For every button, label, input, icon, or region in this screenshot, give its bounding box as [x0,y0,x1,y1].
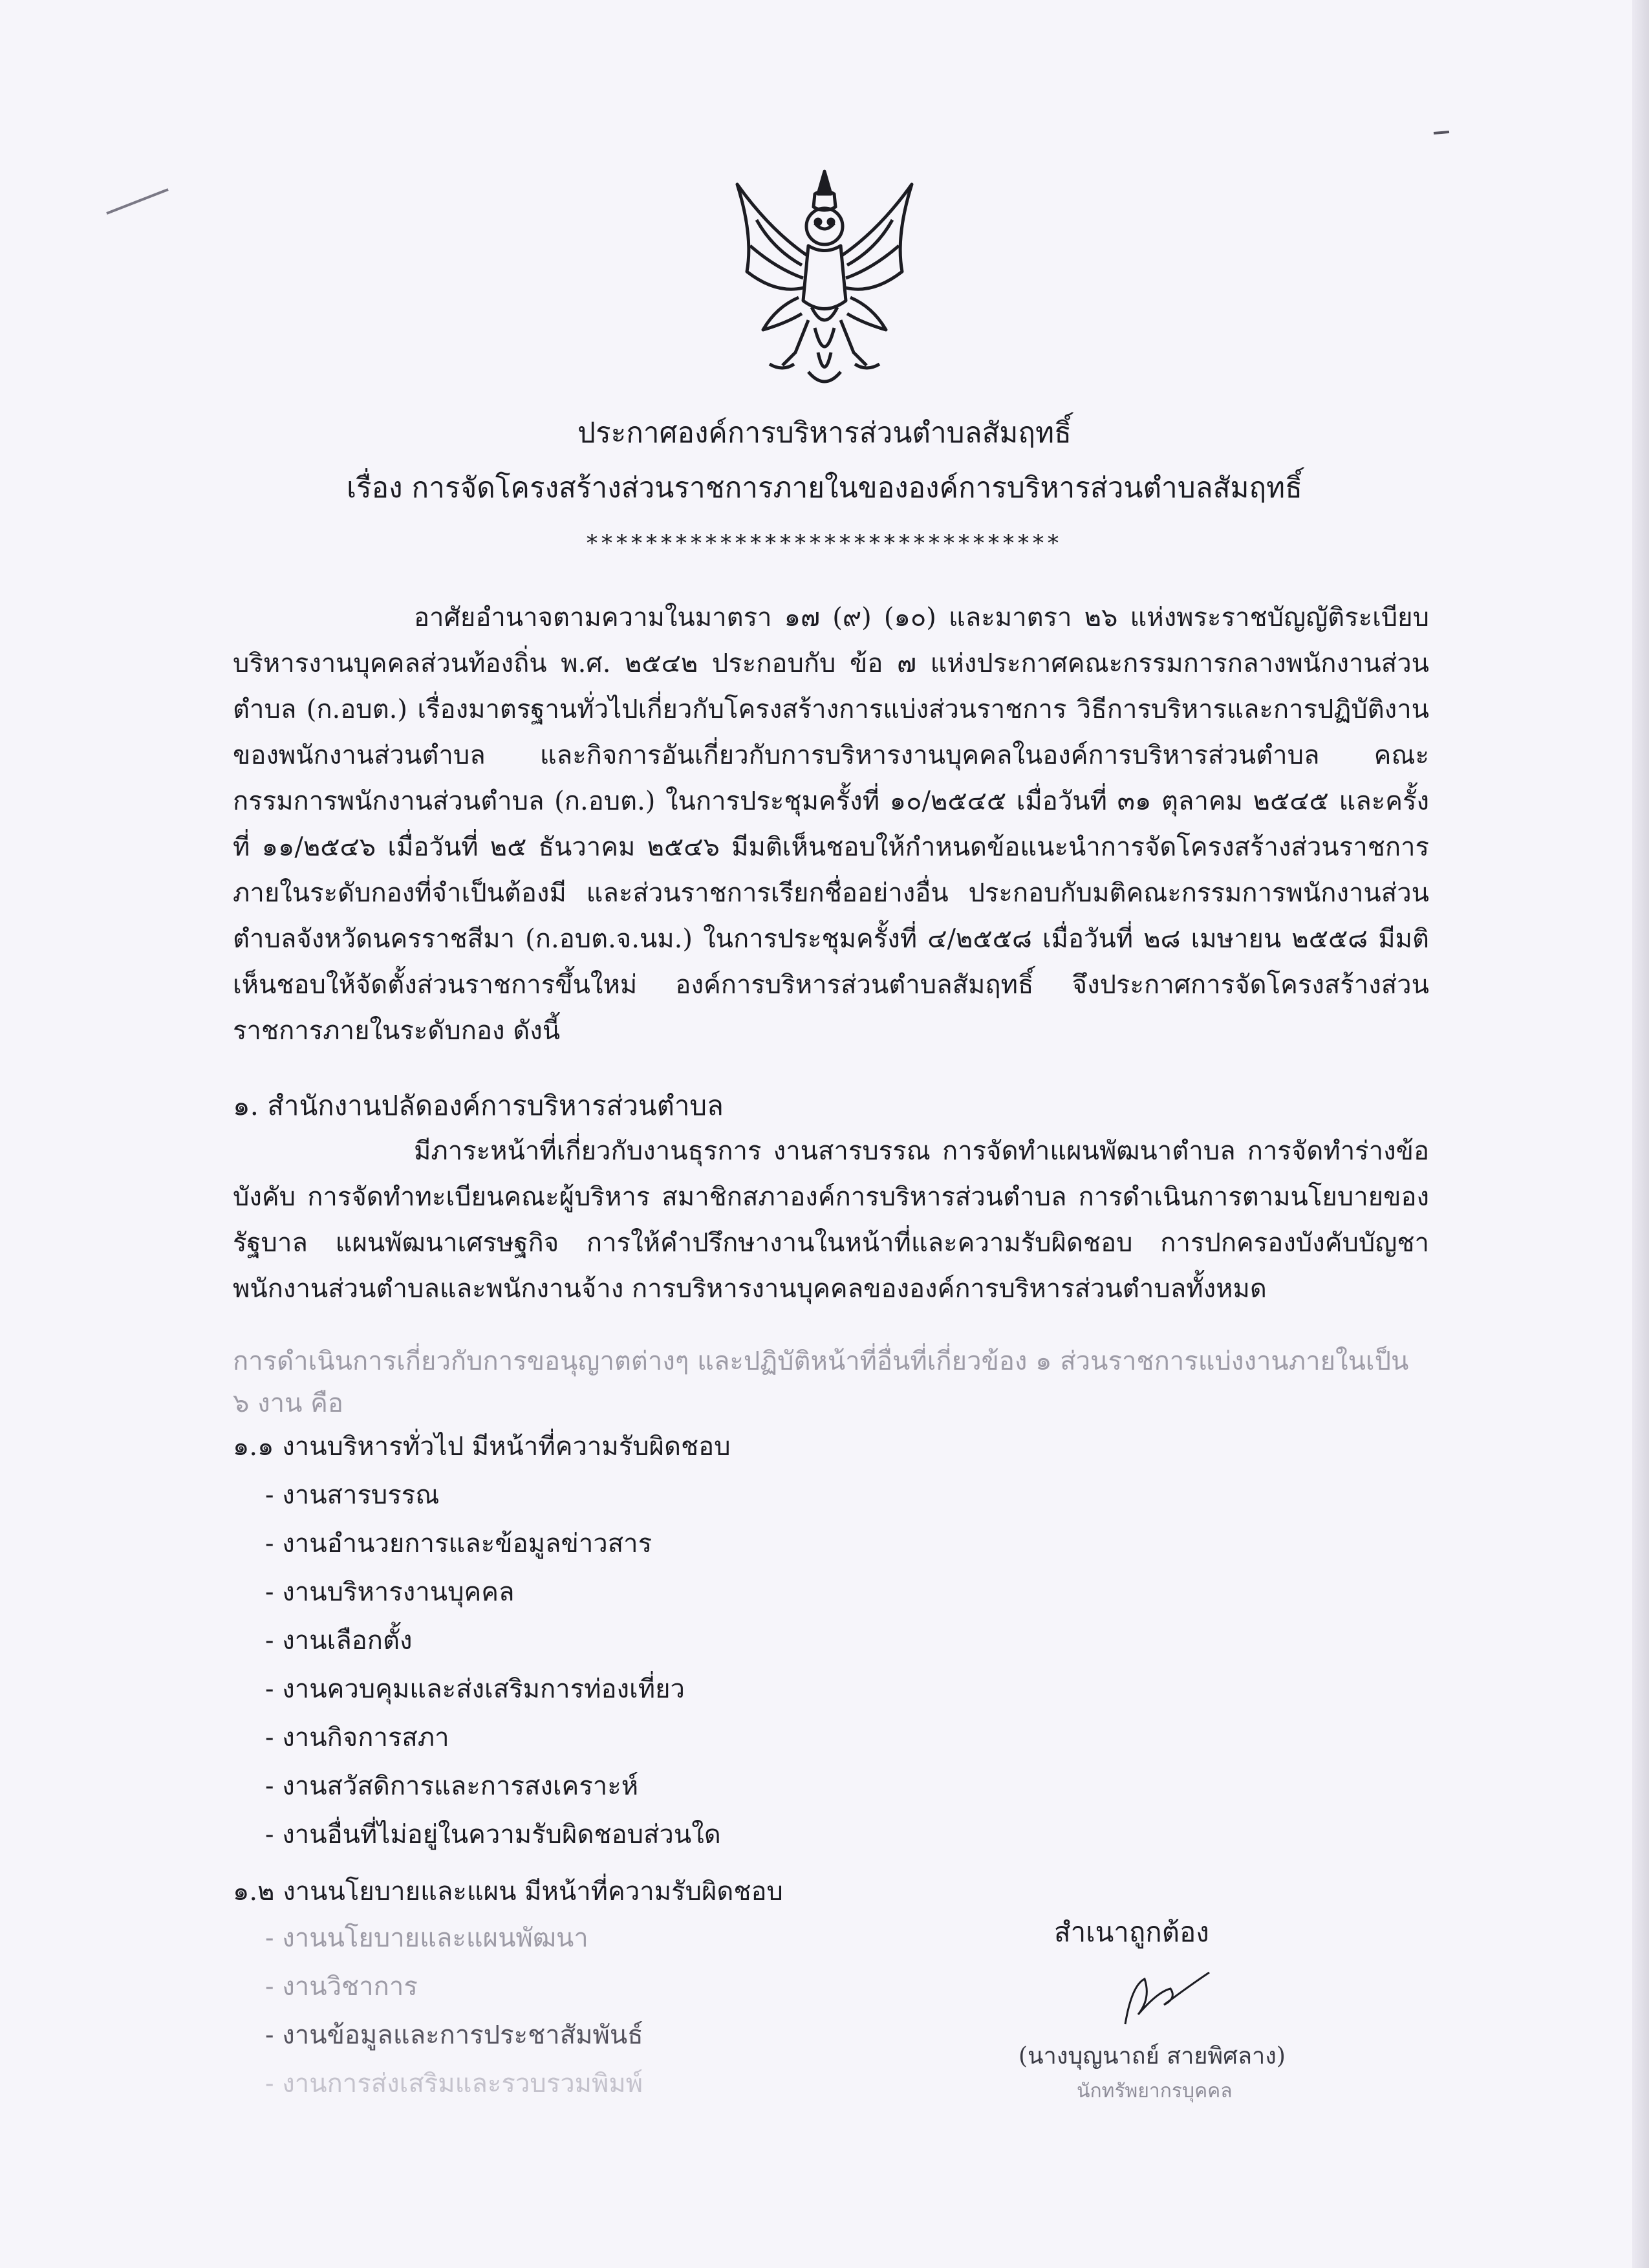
list-item: - งานบริหารงานบุคคล [265,1577,515,1607]
subsection-1-1-list [265,1471,721,1859]
list-item: - งานการส่งเสริมและรวบรวมพิมพ์ [265,2069,643,2099]
announcement-title: ประกาศองค์การบริหารส่วนตำบลสัมฤทธิ์ [577,416,1072,449]
list-item: - งานนโยบายและแผนพัฒนา [265,1923,588,1953]
list-item: - งานวิชาการ [265,1972,418,2002]
garuda-emblem-icon [718,158,931,404]
list-item: - งานอื่นที่ไม่อยู่ในความรับผิดชอบส่วนใด [265,1820,721,1850]
certifier-name: (นางบุญนาถย์ สายพิศลาง) [1018,2043,1286,2069]
signature-icon [1099,1960,1216,2037]
announcement-subject: เรื่อง การจัดโครงสร้างส่วนราชการภายในขององค์การบริหารส่วนตำบลสัมฤทธิ์ [346,471,1303,504]
certifier-position: นักทรัพยากรบุคคล [1077,2080,1233,2102]
pen-mark [103,184,175,217]
list-item: - งานอำนวยการและข้อมูลข่าวสาร [265,1529,652,1559]
section-1-heading: ๑. สำนักงานปลัดองค์การบริหารส่วนตำบล [233,1090,724,1121]
subsection-1-2-heading: ๑.๒ งานนโยบายและแผน มีหน้าที่ความรับผิดชอบ [233,1877,783,1906]
section-1-body: มีภาระหน้าที่เกี่ยวกับงานธุรการ งานสารบรรณ การจัดทำแผนพัฒนาตำบล การจัดทำร่างข้อบังคับ การจัดทำทะเบียนคณะผู้บริหาร สมาชิกสภาองค์การบริหารส่วนตำบล การดำเนินการตามนโยบายของรัฐบาล แผนพัฒนาเศรษฐกิจ การให้คำปรึกษางานในหน้าที่และความรับผิดชอบ การปกครองบังคับบัญชาพนักงานส่วนตำบลและพนักงานจ้าง การบริหารงานบุคคลขององค์การบริหารส่วนตำบลทั้งหมด [233,1136,1429,1304]
list-item: - งานควบคุมและส่งเสริมการท่องเที่ยว [265,1674,685,1704]
section-1-faded-line-2: ๖ งาน คือ [233,1388,343,1418]
scan-edge [1632,0,1649,2268]
list-item: - งานกิจการสภา [265,1723,449,1753]
title-divider: ******************************** [587,530,1062,556]
preamble-paragraph: อาศัยอำนาจตามความในมาตรา ๑๗ (๙) (๑๐) และมาตรา ๒๖ แห่งพระราชบัญญัติระเบียบบริหารงานบุคคลส่วนท้องถิ่น พ.ศ. ๒๕๔๒ ประกอบกับ ข้อ ๗ แห่งประกาศคณะกรรมการกลางพนักงานส่วนตำบล (ก.อบต.) เรื่องมาตรฐานทั่วไปเกี่ยวกับโครงสร้างการแบ่งส่วนราชการ วิธีการบริหารและการปฏิบัติงานของพนักงานส่วนตำบล และกิจการอันเกี่ยวกับการบริหารงานบุคคลในองค์การบริหารส่วนตำบล คณะกรรมการพนักงานส่วนตำบล (ก.อบต.) ในการประชุมครั้งที่ ๑๐/๒๕๔๕ เมื่อวันที่ ๓๑ ตุลาคม ๒๕๔๕ และครั้งที่ ๑๑/๒๕๔๖ เมื่อวันที่ ๒๕ ธันวาคม ๒๕๔๖ มีมติเห็นชอบให้กำหนดข้อแนะนำการจัดโครงสร้างส่วนราชการภายในระดับกองที่จำเป็นต้องมี และส่วนราชการเรียกชื่ออย่างอื่น ประกอบกับมติคณะกรรมการพนักงานส่วนตำบลจังหวัดนครราชสีมา (ก.อบต.จ.นม.) ในการประชุมครั้งที่ ๔/๒๕๕๘ เมื่อวันที่ ๒๘ เมษายน ๒๕๕๘ มีมติเห็นชอบให้จัดตั้งส่วนราชการขึ้นใหม่ องค์การบริหารส่วนตำบลสัมฤทธิ์ จึงประกาศการจัดโครงสร้างส่วนราชการภายในระดับกอง ดังนี้ [233,603,1429,1046]
section-1-faded-line: การดำเนินการเกี่ยวกับการขอนุญาตต่างๆ และปฏิบัติหน้าที่อื่นที่เกี่ยวข้อง ๑ ส่วนราชการแบ่งงานภายในเป็น [233,1346,1409,1376]
certification-label: สำเนาถูกต้อง [1054,1916,1209,1948]
subsection-1-2-list [265,1914,643,2108]
list-item: - งานข้อมูลและการประชาสัมพันธ์ [265,2020,643,2050]
list-item: - งานสวัสดิการและการสงเคราะห์ [265,1771,639,1801]
list-item: - งานสารบรรณ [265,1480,440,1510]
subsection-1-1-heading: ๑.๑ งานบริหารทั่วไป มีหน้าที่ความรับผิดชอบ [233,1432,731,1462]
corner-mark [1432,129,1452,137]
list-item: - งานเลือกตั้ง [265,1626,413,1656]
